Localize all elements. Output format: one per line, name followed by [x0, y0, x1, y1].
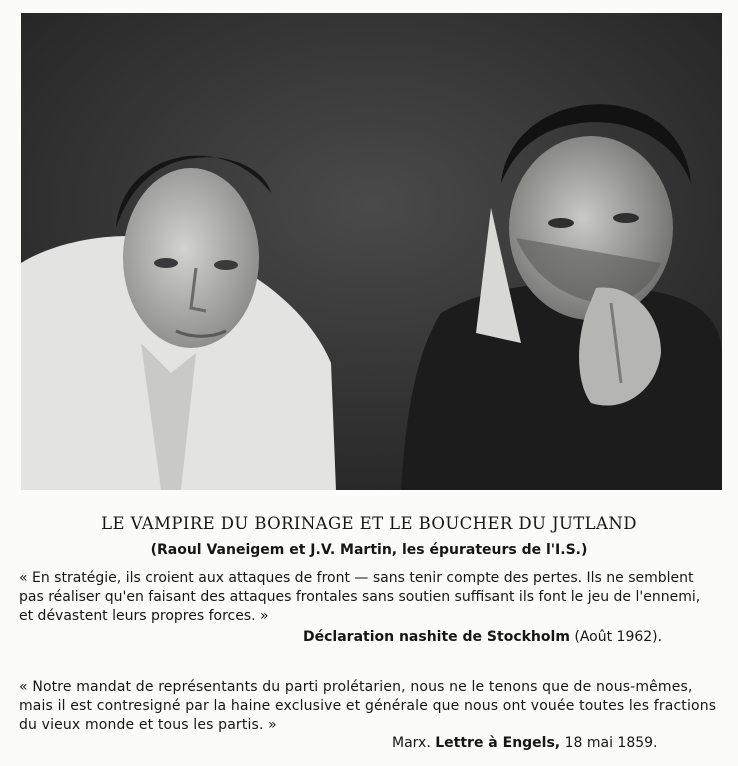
photo-illustration: [21, 13, 722, 490]
quote-marx: [19, 678, 721, 735]
photo: [21, 13, 722, 490]
caption-subtitle: (Raoul Vaneigem et J.V. Martin, les épurateurs de l'I.S.): [150, 542, 588, 558]
quote-line: mais il est contresigné par la haine exclusive et générale que nous ont vouée toutes les fractions: [19, 698, 717, 714]
source-date: (Août 1962).: [574, 629, 663, 645]
source-work: Lettre à Engels,: [435, 735, 561, 751]
quote-stockholm-source: [303, 629, 662, 645]
caption-title: LE VAMPIRE DU BORINAGE ET LE BOUCHER DU JUTLAND: [101, 514, 637, 533]
source-author: Marx.: [392, 735, 431, 751]
quote-line: et dévastent leurs propres forces. »: [19, 608, 269, 624]
quote-line: pas réaliser qu'en faisant des attaques frontales sans soutien suffisant ils font le jeu de l'ennemi,: [19, 589, 701, 605]
quote-line: « Notre mandat de représentants du parti prolétarien, nous ne le tenons que de nous-mêmes,: [19, 679, 693, 695]
quote-line: « En stratégie, ils croient aux attaques de front — sans tenir compte des pertes. Ils ne semblent: [19, 570, 694, 586]
quote-stockholm: [19, 569, 721, 626]
source-date: 18 mai 1859.: [564, 735, 658, 751]
source-title: Déclaration nashite de Stockholm: [303, 629, 570, 645]
quote-line: du vieux monde et tous les partis. »: [19, 717, 277, 733]
quote-marx-source: [392, 735, 658, 751]
